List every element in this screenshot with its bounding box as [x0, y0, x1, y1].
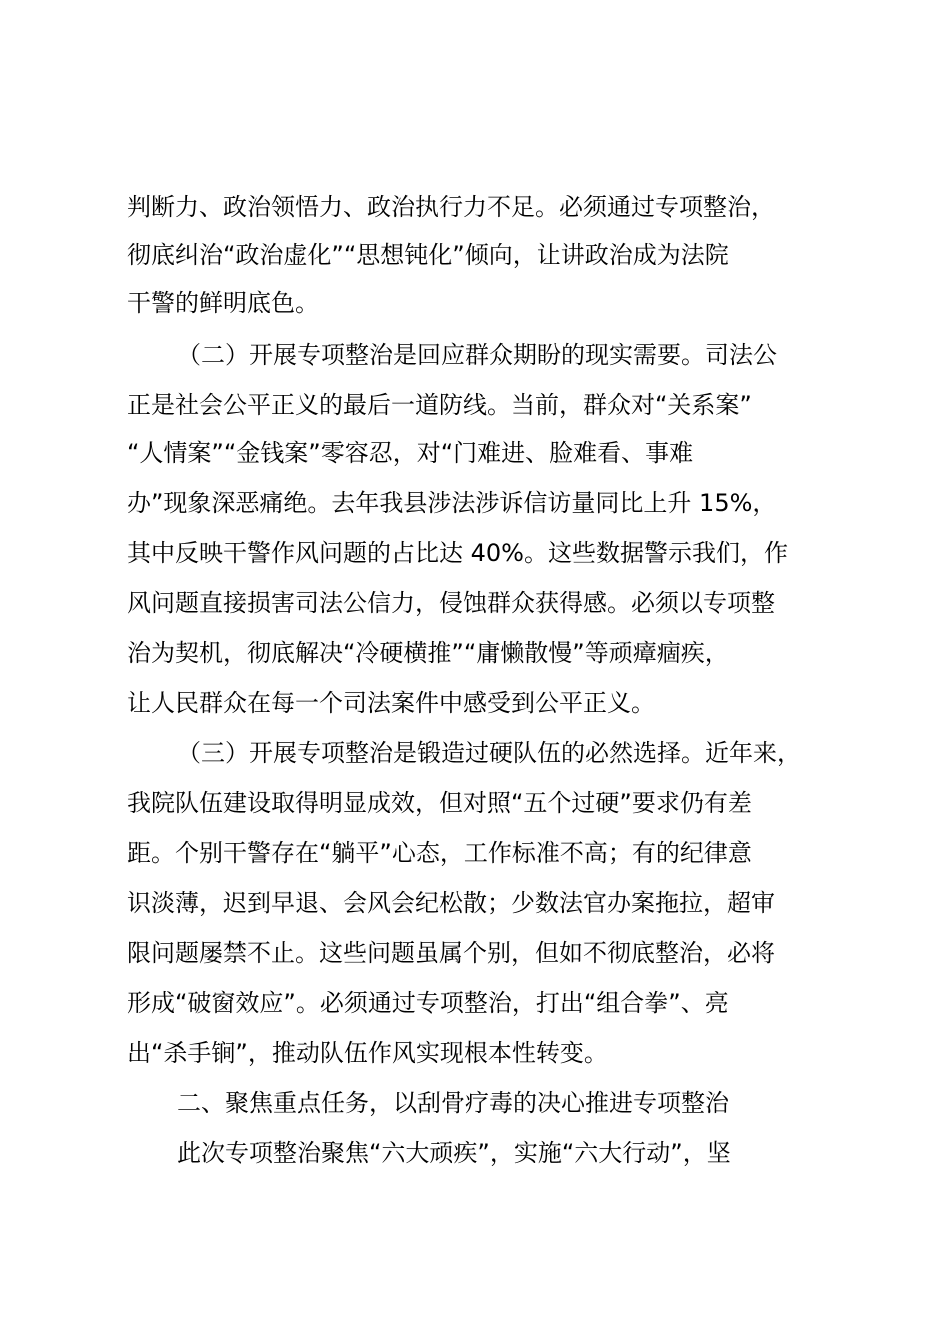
section-heading: 二、聚焦重点任务，以刮骨疗毒的决心推进专项整治	[177, 1089, 729, 1117]
text-line: 形成“破窗效应”。必须通过专项整治，打出“组合拳”、亮	[127, 989, 729, 1017]
paragraph-heading-3: （三）开展专项整治是锻造过硬队伍的必然选择。近年来，	[177, 739, 801, 767]
text-line: 正是社会公平正义的最后一道防线。当前，群众对“关系案”	[127, 391, 752, 419]
text-line: 治为契机，彻底解决“冷硬横推”“庸懒散慢”等顽瘴痼疾，	[127, 639, 729, 667]
text-line: 识淡薄，迟到早退、会风会纪松散；少数法官办案拖拉，超审	[127, 889, 775, 917]
text-line: 我院队伍建设取得明显成效，但对照“五个过硬”要求仍有差	[127, 789, 752, 817]
text-line: 距。个别干警存在“躺平”心态，工作标准不高；有的纪律意	[127, 839, 752, 867]
text-line: 彻底纠治“政治虚化”“思想钝化”倾向，让讲政治成为法院	[127, 241, 729, 269]
text-line: 限问题屡禁不止。这些问题虽属个别，但如不彻底整治，必将	[127, 939, 775, 967]
text-line: 判断力、政治领悟力、政治执行力不足。必须通过专项整治，	[127, 193, 775, 221]
text-line: 让人民群众在每一个司法案件中感受到公平正义。	[127, 689, 655, 717]
text-line: 风问题直接损害司法公信力，侵蚀群众获得感。必须以专项整	[127, 589, 775, 617]
text-line: 办”现象深恶痛绝。去年我县涉法涉诉信访量同比上升 15%，	[127, 489, 777, 517]
text-line: 此次专项整治聚焦“六大顽疾”，实施“六大行动”，坚	[177, 1139, 731, 1167]
text-line: 其中反映干警作风问题的占比达 40%。这些数据警示我们，作	[127, 539, 788, 567]
paragraph-heading-2: （二）开展专项整治是回应群众期盼的现实需要。司法公	[177, 341, 777, 369]
text-line: 干警的鲜明底色。	[127, 289, 319, 317]
text-line: “人情案”“金钱案”零容忍，对“门难进、脸难看、事难	[127, 439, 694, 467]
text-line: 出“杀手锏”，推动队伍作风实现根本性转变。	[127, 1039, 608, 1067]
